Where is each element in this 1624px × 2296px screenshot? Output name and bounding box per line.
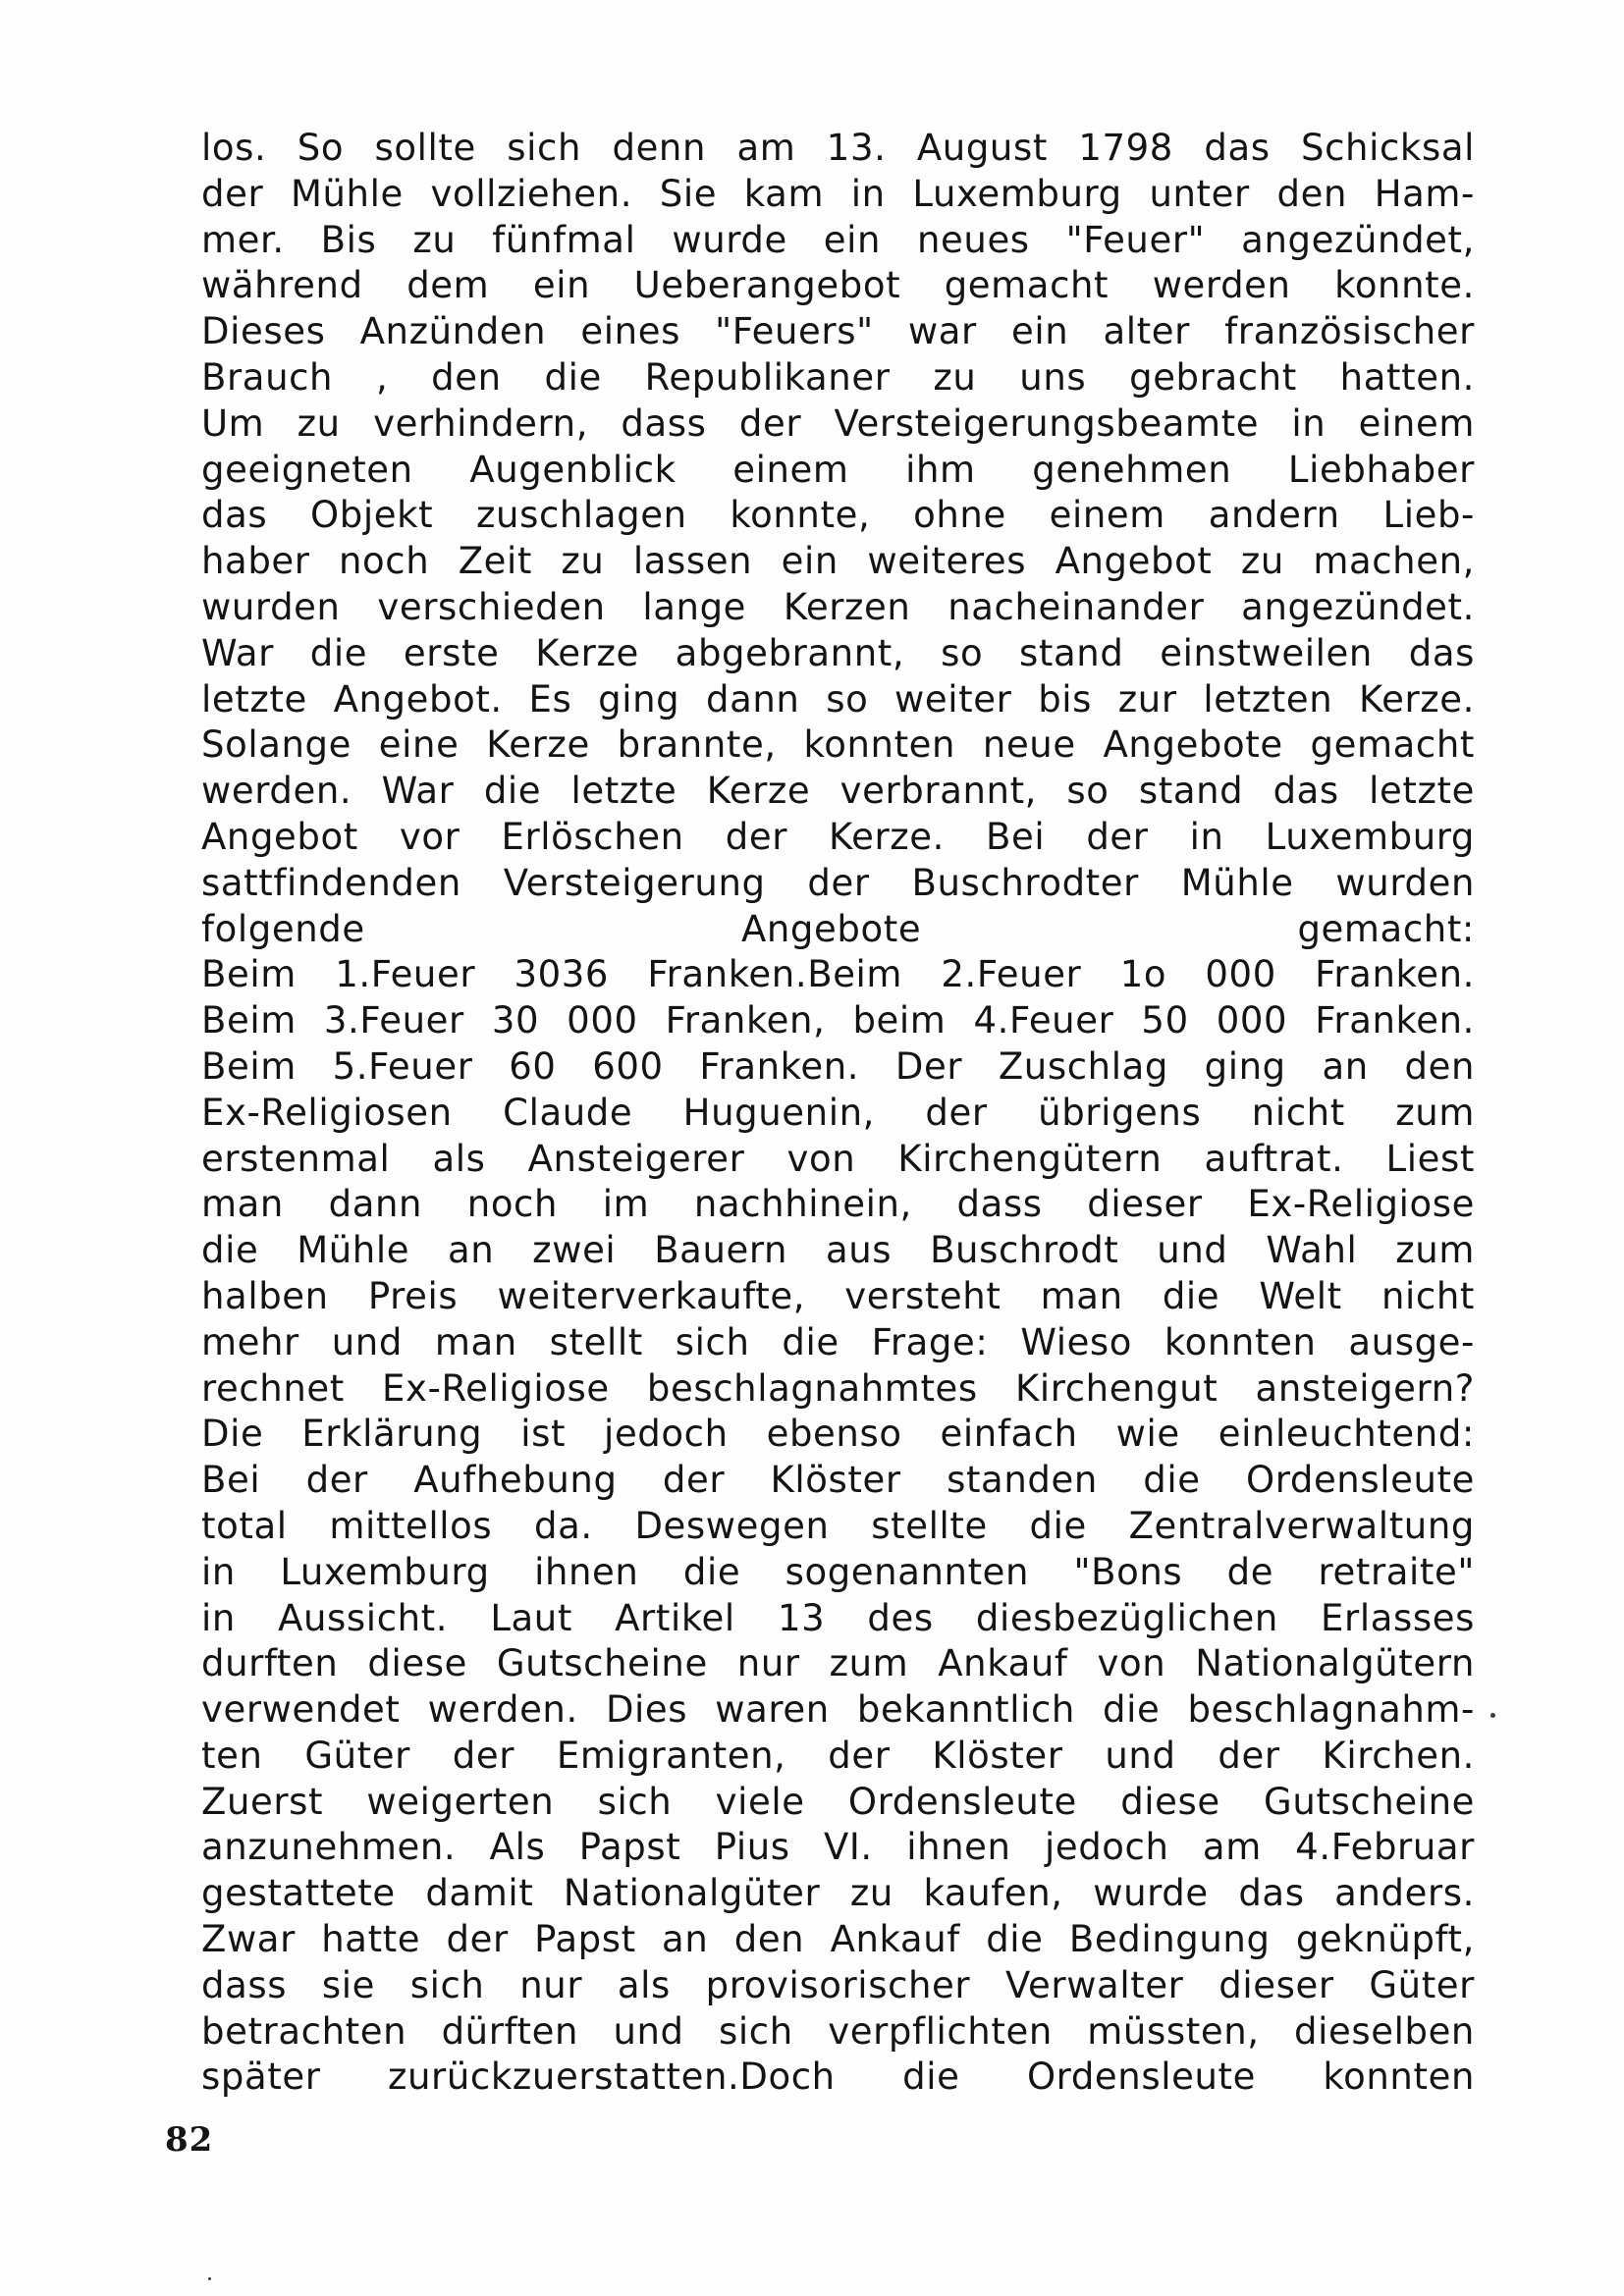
scan-speck [208,2277,211,2280]
text-line: in Luxemburg ihnen die sogenannten "Bons de retraite" [201,1550,1475,1593]
text-line: total mittellos da. Deswegen stellte die Zentralverwaltung [201,1504,1475,1547]
text-line: los. So sollte sich denn am 13. August 1798 das Schicksal [201,127,1475,169]
text-line: Beim 3.Feuer 30 000 Franken, beim 4.Feuer 50 000 Franken. [201,999,1475,1042]
text-line: halben Preis weiterverkaufte, versteht man die Welt nicht [201,1274,1475,1317]
text-line: gestattete damit Nationalgüter zu kaufen, wurde das anders. [201,1872,1475,1915]
text-line: Beim 5.Feuer 60 600 Franken. Der Zuschlag ging an den [201,1044,1475,1088]
text-line: sattfindenden Versteigerung der Buschrodter Mühle wurden [201,861,1475,904]
text-line: werden. War die letzte Kerze verbrannt, so stand das letzte [201,770,1475,813]
text-line: Angebot vor Erlöschen der Kerze. Bei der in Luxemburg [201,815,1475,858]
text-line: Um zu verhindern, dass der Versteigerungsbeamte in einem [201,401,1475,445]
text-line: mehr und man stellt sich die Frage: Wieso konnten ausge- [201,1320,1475,1363]
text-line: Beim 1.Feuer 3036 Franken.Beim 2.Feuer 1o 000 Franken. [201,953,1475,996]
text-line: Die Erklärung ist jedoch ebenso einfach wie einleuchtend: [201,1413,1475,1456]
text-line: folgende Angebote gemacht: [201,907,1475,950]
text-line: wurden verschieden lange Kerzen nacheinander angezündet. [201,585,1475,628]
text-line: Bei der Aufhebung der Klöster standen die Ordensleute [201,1459,1475,1502]
text-line: Ex-Religiosen Claude Huguenin, der übrigens nicht zum [201,1091,1475,1134]
text-line: geeigneten Augenblick einem ihm genehmen Liebhaber [201,448,1475,491]
text-line: erstenmal als Ansteigerer von Kirchengütern auftrat. Liest [201,1137,1475,1180]
text-line: anzunehmen. Als Papst Pius VI. ihnen jedoch am 4.Februar [201,1826,1475,1869]
scan-speck [1490,1713,1495,1718]
text-line: dass sie sich nur als provisorischer Verwalter dieser Güter [201,1963,1475,2006]
text-line: War die erste Kerze abgebrannt, so stand einstweilen das [201,631,1475,674]
text-line: durften diese Gutscheine nur zum Ankauf von Nationalgütern [201,1642,1475,1685]
text-line: später zurückzuerstatten.Doch die Ordensleute konnten [201,2056,1475,2099]
text-line: Zwar hatte der Papst an den Ankauf die Bedingung geknüpft, [201,1918,1475,1961]
text-line: haber noch Zeit zu lassen ein weiteres Angebot zu machen, [201,540,1475,583]
text-line: die Mühle an zwei Bauern aus Buschrodt und Wahl zum [201,1229,1475,1272]
text-line: Solange eine Kerze brannte, konnten neue Angebote gemacht [201,723,1475,767]
body-text [201,126,1475,2101]
text-line: Dieses Anzünden eines "Feuers" war ein alter französischer [201,310,1475,353]
text-line: letzte Angebot. Es ging dann so weiter bis zur letzten Kerze. [201,677,1475,721]
text-line: Brauch , den die Republikaner zu uns gebracht hatten. [201,355,1475,399]
text-line: das Objekt zuschlagen konnte, ohne einem andern Lieb- [201,494,1475,537]
text-line: rechnet Ex-Religiose beschlagnahmtes Kirchengut ansteigern? [201,1366,1475,1410]
page-number: 82 [165,2120,214,2160]
text-line: mer. Bis zu fünfmal wurde ein neues "Feuer" angezündet, [201,218,1475,261]
text-line: betrachten dürften und sich verpflichten müssten, dieselben [201,2009,1475,2053]
text-line: ten Güter der Emigranten, der Klöster und der Kirchen. [201,1734,1475,1777]
text-line: in Aussicht. Laut Artikel 13 des diesbezüglichen Erlasses [201,1596,1475,1639]
text-line: man dann noch im nachhinein, dass dieser Ex-Religiose [201,1183,1475,1226]
text-line: Zuerst weigerten sich viele Ordensleute diese Gutscheine [201,1780,1475,1823]
text-line: während dem ein Ueberangebot gemacht werden konnte. [201,264,1475,307]
text-line: verwendet werden. Dies waren bekanntlich die beschlagnahm- [201,1688,1475,1732]
text-line: der Mühle vollziehen. Sie kam in Luxemburg unter den Ham- [201,172,1475,215]
